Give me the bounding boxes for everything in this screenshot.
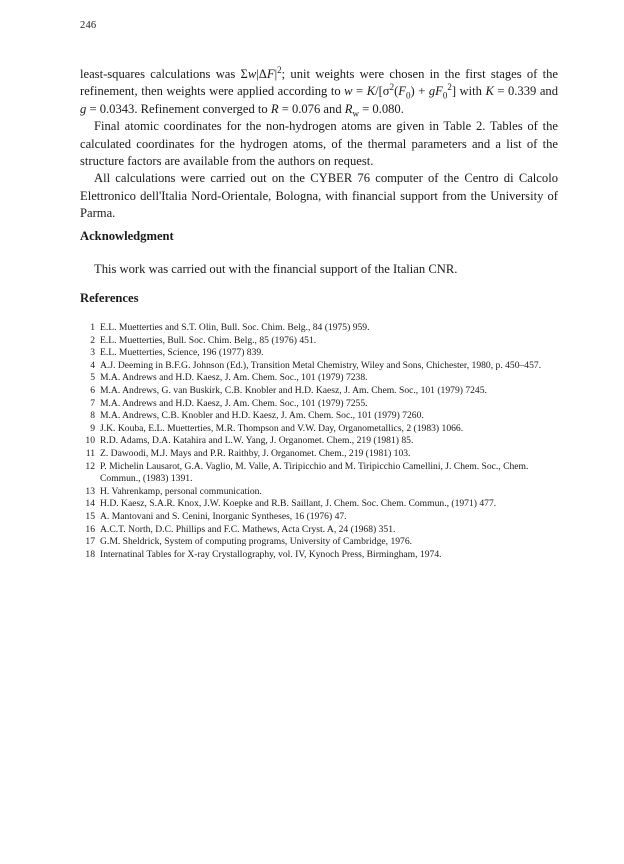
acknowledgment-heading: Acknowledgment <box>80 229 174 243</box>
paragraph-calculations: All calculations were carried out on the CYBER 76 computer of the Centro di Calcolo Elettronico dell'Italia Nord-Orientale, Bologna, with financial support from the University of Parma. <box>80 171 558 221</box>
reference-item: 6 M.A. Andrews, G. van Buskirk, C.B. Knobler and H.D. Kaesz, J. Am. Chem. Soc., 101 (1979) 7245. <box>90 384 487 396</box>
reference-item: 5 M.A. Andrews and H.D. Kaesz, J. Am. Chem. Soc., 101 (1979) 7238. <box>90 372 368 384</box>
reference-item: 2 E.L. Muetterties, Bull. Soc. Chim. Belg., 85 (1976) 451. <box>90 334 317 346</box>
reference-item: 10 R.D. Adams, D.A. Katahira and L.W. Yang, J. Organomet. Chem., 219 (1981) 85. <box>85 435 414 447</box>
references-list <box>80 322 560 561</box>
reference-item: 14 H.D. Kaesz, S.A.R. Knox, J.W. Koepke and R.B. Saillant, J. Chem. Soc. Chem. Commun., (1971) 477. <box>85 498 497 510</box>
reference-item: 9 J.K. Kouba, E.L. Muetterties, M.R. Thompson and V.W. Day, Organometallics, 2 (1983) 1066. <box>90 422 464 434</box>
reference-item: 16 A.C.T. North, D.C. Phillips and F.C. Mathews, Acta Cryst. A, 24 (1968) 351. <box>85 523 396 535</box>
page-number: 246 <box>80 20 97 31</box>
reference-item: 17 G.M. Sheldrick, System of computing programs, University of Cambridge, 1976. <box>85 536 413 548</box>
reference-item: 12 P. Michelin Lausarot, G.A. Vaglio, M. Valle, A. Tiripicchio and M. Tiripicchio Camellini, J. Chem. Soc., Chem. Commun., (1983) 1391. <box>85 460 529 485</box>
reference-item: 13 H. Vahrenkamp, personal communication. <box>85 485 262 497</box>
reference-item: 18 Internatinal Tables for X-ray Crystallography, vol. IV, Kynoch Press, Birmingham, 1974. <box>85 548 442 560</box>
paragraph-coordinates: Final atomic coordinates for the non-hydrogen atoms are given in Table 2. Tables of the calculated coordinates for the hydrogen atoms, of the thermal parameters and a list of the structure factors are available from the authors on request. <box>80 119 558 169</box>
body-text <box>80 66 558 223</box>
reference-item: 3 E.L. Muetterties, Science, 196 (1977) 839. <box>90 347 264 359</box>
reference-item: 15 A. Mantovani and S. Cenini, Inorganic Syntheses, 16 (1976) 47. <box>85 510 347 522</box>
acknowledgment-text: This work was carried out with the financial support of the Italian CNR. <box>94 262 458 276</box>
reference-item: 1 E.L. Muetterties and S.T. Olin, Bull. Soc. Chim. Belg., 84 (1975) 959. <box>90 322 370 333</box>
reference-item: 7 M.A. Andrews and H.D. Kaesz, J. Am. Chem. Soc., 101 (1979) 7255. <box>90 397 368 409</box>
reference-item: 4 A.J. Deeming in B.F.G. Johnson (Ed.), Transition Metal Chemistry, Wiley and Sons, Chichester, 1980, p. 450–457. <box>90 359 542 371</box>
paragraph-weighting-scheme: least-squares calculations was $\Sigma w|\Delta F|^2$; unit weights were chosen in the first stages of the refinement, then weights were applied according to $w = K/[\sigma^2(F_0) + gF_0^2]$ with K = 0.339 and g = 0.0343. Refinement converged to R = 0.076 and $R_w = 0.080$. <box>80 64 559 119</box>
reference-item: 11 Z. Dawoodi, M.J. Mays and P.R. Raithby, J. Organomet. Chem., 219 (1981) 103. <box>85 447 411 459</box>
references-heading: References <box>80 291 139 305</box>
reference-item: 8 M.A. Andrews, C.B. Knobler and H.D. Kaesz, J. Am. Chem. Soc., 101 (1979) 7260. <box>90 410 424 422</box>
